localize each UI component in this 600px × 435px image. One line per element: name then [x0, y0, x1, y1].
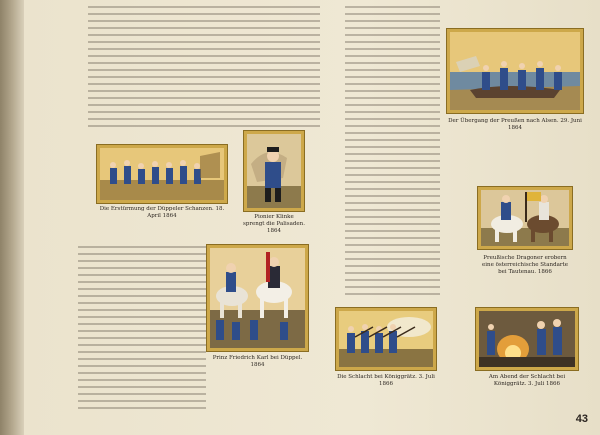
- image-battle-koeniggraetz: [335, 307, 437, 371]
- text-block-top: [88, 4, 320, 130]
- alsen-illustration: [450, 32, 580, 110]
- caption-dragoons-standard: Preußische Dragoner erobern eine österreichische Standarte bei Tautenau. 1866: [482, 255, 568, 275]
- text-block-right-column: [345, 4, 440, 300]
- storming-illustration: [100, 148, 224, 200]
- text-block-bottom-left: [78, 244, 206, 410]
- koeniggraetz-illustration: [339, 311, 433, 367]
- image-prince-friedrich-karl: [206, 244, 309, 352]
- caption-crossing-alsen: Der Übergang der Preußen nach Alsen. 29. Juni 1864: [448, 118, 582, 131]
- image-crossing-alsen: [446, 28, 584, 114]
- book-spine-shadow: [0, 0, 24, 435]
- image-pioneer-klinke: [243, 130, 305, 212]
- caption-pioneer-klinke: Pionier Klinke sprengt die Palisaden. 1864: [243, 214, 305, 234]
- page-number: 43: [575, 413, 588, 425]
- image-storming-duppel: [96, 144, 228, 204]
- evening-illustration: [479, 311, 575, 367]
- caption-evening-koeniggraetz: Am Abend der Schlacht bei Königgrätz. 3. Juli 1866: [488, 374, 566, 387]
- klinke-illustration: [247, 134, 301, 208]
- caption-battle-koeniggraetz: Die Schlacht bei Königgrätz. 3. Juli 1866: [337, 374, 435, 387]
- caption-prince-friedrich-karl: Prinz Friedrich Karl bei Düppel. 1864: [212, 355, 303, 368]
- image-evening-koeniggraetz: [475, 307, 579, 371]
- image-dragoons-standard: [477, 186, 573, 250]
- dragoons-illustration: [481, 190, 569, 246]
- caption-storming-duppel: Die Erstürmung der Düppeler Schanzen. 18. April 1864: [99, 206, 225, 219]
- prince-illustration: [210, 248, 305, 348]
